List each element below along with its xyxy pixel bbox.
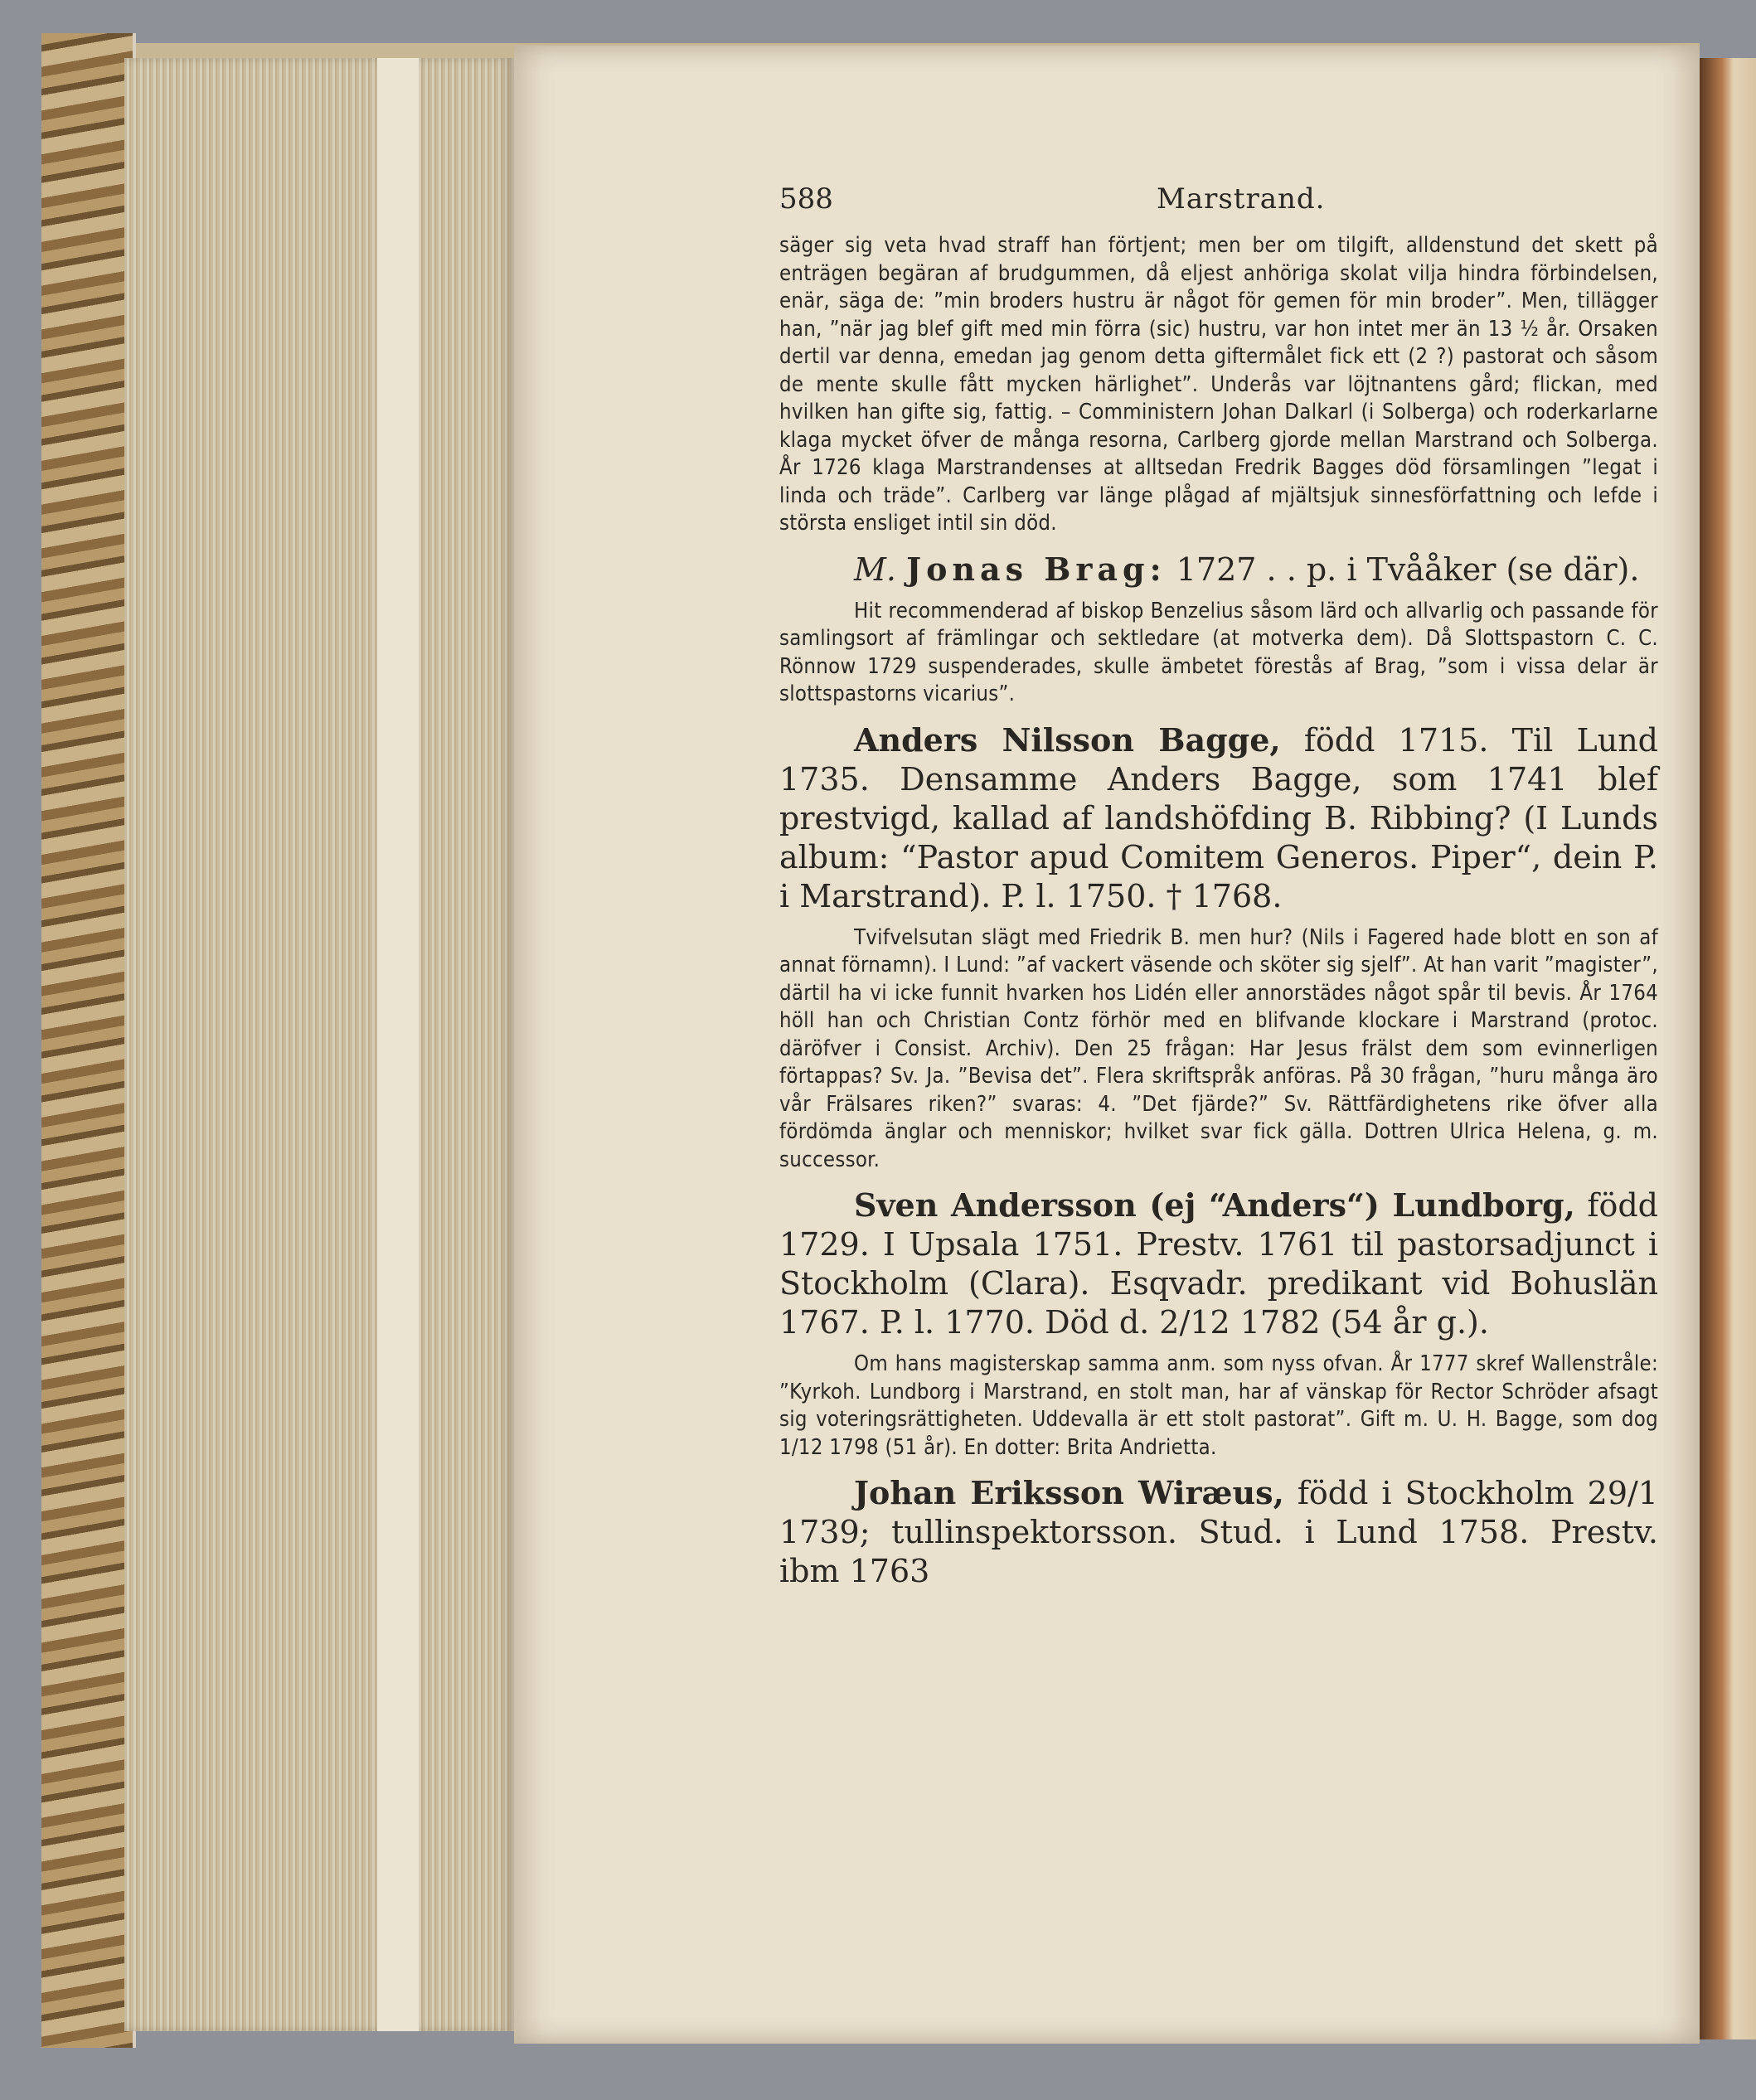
- paragraph-brag: Hit recommenderad af biskop Benzelius såsom lärd och allvarlig och passande för samlingsort af främlingar och sektledare (at motverka dem). Då Slottspastorn C. C. Rönnow 1729 suspenderades, skulle ämbetet förestås af Brag, ”som i vissa delar är slottspastorns vicarius”.: [779, 598, 1658, 706]
- paragraph-carlberg: säger sig veta hvad straff han förtjent; men ber om tilgift, alldenstund det skett på enträgen begäran af brudgummen, då eljest anhöriga skolat vilja hindra förbindelsen, enär, säga de: ”min broders hustru är något för gemen för min broder”. Men, tillägger han, ”när jag blef gift med min förra (sic) hustru, var hon intet mer än 13 ½ år. Orsaken dertil var denna, emedan jag genom detta giftermålet fick ett (2 ?) pastorat och såsom de mente skulle fått mycken härlighet”. Underås var löjtnantens gård; flickan, med hvilken han gifte sig, fattig. – Comministern Johan Dalkarl (i Solberga) och roderkarlarne klaga mycket öfver de många resorna, Carlberg gjorde mellan Marstrand och Solberga. År 1726 klaga Marstrandenses at alltsedan Fredrik Bagges död församlingen ”legat i linda och träde”. Carlberg var länge plågad af mjältsjuk sinnesförfattning och lefde i största ensliget intil sin död.: [779, 233, 1658, 536]
- page-edge-gap: [377, 58, 419, 2031]
- entry-name-wiraeus: Johan Eriksson Wiræus,: [854, 1474, 1284, 1511]
- running-title: Marstrand.: [1157, 182, 1326, 216]
- entry-heading-brag: [779, 550, 1658, 589]
- entry-title-prefix: M.: [854, 550, 896, 588]
- page-edges-stack: [124, 58, 514, 2031]
- entry-detail-wiraeus: född i Stockholm 29/1 1739; tullinspektorsson. Stud. i Lund 1758. Prestv. ibm 1763: [779, 1475, 1658, 1589]
- running-head: [779, 182, 1658, 232]
- entry-name-lundborg: Sven Andersson (ej “Anders“) Lundborg,: [854, 1186, 1575, 1224]
- page-number: 588: [779, 182, 833, 216]
- paragraph-lundborg: Om hans magisterskap samma anm. som nyss ofvan. År 1777 skref Wallenstråle: ”Kyrkoh. Lundborg i Marstrand, en stolt man, har af vänskap för Rector Schröder afsagt sig voteringsrättigheten. Uddevalla är ett stolt pastorat”. Gift m. U. H. Bagge, som dog 1/12 1798 (51 år). En dotter: Brita Andrietta.: [779, 1351, 1658, 1460]
- entry-detail-lundborg: född 1729. I Upsala 1751. Prestv. 1761 til pastorsadjunct i Stockholm (Clara). Esqvadr. predikant vid Bohuslän 1767. P. l. 1770. Död d. 2/12 1782 (54 år g.).: [779, 1187, 1658, 1341]
- entry-detail-bagge: född 1715. Til Lund 1735. Densamme Anders Bagge, som 1741 blef prestvigd, kallad af landshöfding B. Ribbing? (I Lunds album: “Pastor apud Comitem Generos. Piper“, dein P. i Marstrand). P. l. 1750. † 1768.: [779, 721, 1658, 914]
- entry-heading-wiraeus: [779, 1473, 1658, 1591]
- entry-heading-lundborg: [779, 1186, 1658, 1342]
- entry-name-bagge: Anders Nilsson Bagge,: [854, 720, 1281, 759]
- entry-name-brag: Jonas Brag:: [906, 550, 1167, 588]
- paragraph-bagge: Tvifvelsutan slägt med Friedrik B. men hur? (Nils i Fagered hade blott en son af annat förnamn). I Lund: ”af vackert väsende och sköter sig sjelf”. At han varit ”magister”, därtil ha vi icke funnit hvarken hos Lidén eller annorstädes något spår til bevis. År 1764 höll han och Christian Contz förhör med en blifvande klockare i Marstrand (protoc. däröfver i Consist. Archiv). Den 25 frågan: Har Jesus frälst dem som evinnerligen förtappas? Sv. Ja. ”Bevisa det”. Flera skriftspråk anföras. På 30 frågan, ”huru många äro vår Frälsares riken?” svaras: 4. ”Det fjärde?” Sv. Rättfärdighetens rike öfver alla fördömda änglar och menniskor; hvilket svar fick gälla. Dottren Ulrica Helena, g. m. successor.: [779, 924, 1658, 1172]
- entry-heading-bagge: [779, 720, 1658, 916]
- facing-page-edge: [1700, 58, 1756, 2039]
- page-content: [779, 182, 1658, 1599]
- book-binding: [41, 33, 136, 2048]
- entry-detail-brag: 1727 . . p. i Tvååker (se där).: [1176, 550, 1640, 588]
